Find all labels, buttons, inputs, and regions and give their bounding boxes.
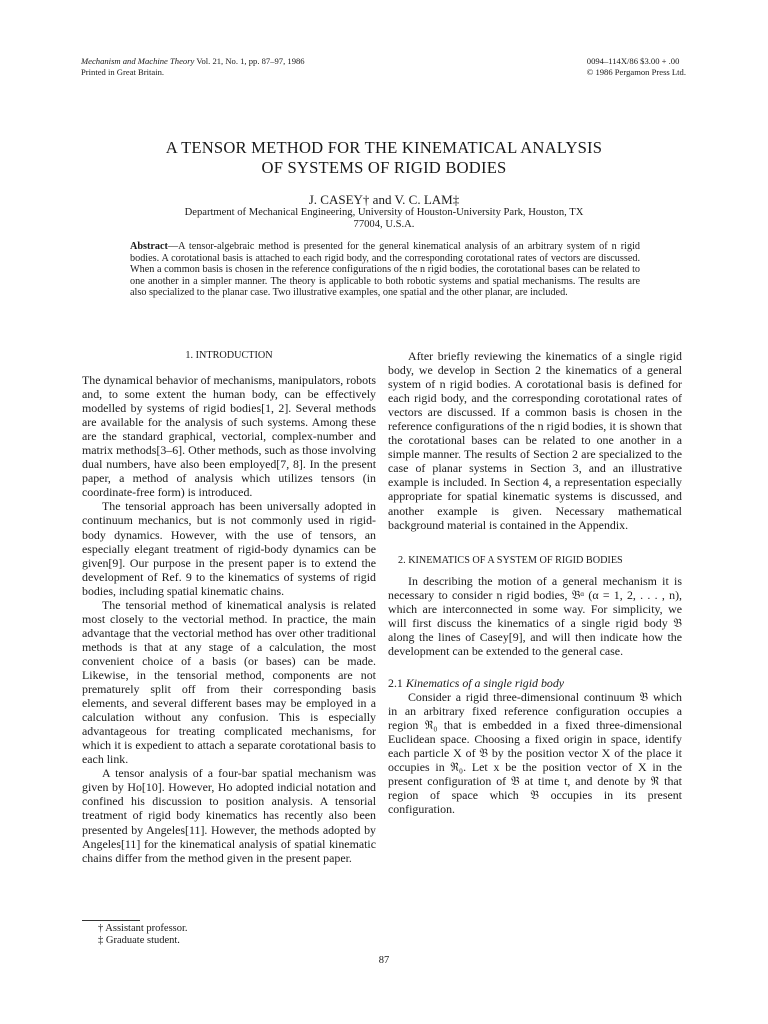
copyright: © 1986 Pergamon Press Ltd. (586, 66, 686, 77)
intro-paragraph-1: The dynamical behavior of mechanisms, manipulators, robots and, to some extent the human body, can be effectively modelled by systems of rigid bodies[1, 2]. Several methods are available for the analysis of such systems. Among these are the standard graphical, vectorial, complex-number and matrix methods[3–6]. Other methods, such as those involving dual numbers, have also been employed[7, 8]. In the present paper, a method of analysis which utilizes tensors (in coordinate-free form) is introduced. (82, 373, 376, 500)
affiliation-line-1: Department of Mechanical Engineering, University of Houston-University Park, Houston, TX (184, 207, 584, 218)
footnote-2: ‡ Graduate student. (98, 935, 180, 946)
intro-paragraph-2: The tensorial approach has been universally adopted in continuum mechanics, but is not commonly used in rigid-body dynamics. However, with the use of tensors, an especially elegant treatment of rigid-body dynamics can be given[9]. Our purpose in the present paper is to extend the development of Ref. 9 to the kinematics of systems of rigid bodies, including spatial kinematic chains. (82, 499, 376, 598)
right-column (388, 349, 682, 816)
journal-name: Mechanism and Machine Theory (81, 56, 195, 66)
subsection-title: Kinematics of a single rigid body (405, 675, 565, 690)
abstract-text: —A tensor-algebraic method is presented for the general kinematical analysis of an arbitrary system of n rigid bodies. A corotational basis is attached to each rigid body, and the corresponding corotational rates of vectors are discussed. When a common basis is chosen in the reference configurations of the n rigid bodies, the corotational bases can be related to one another in a simpler manner. The theory is applicable to both robotic systems and spatial mechanisms. The results are also specialized to the planar case. Two illustrative examples, one spatial and the other planar, are included. (130, 241, 640, 299)
subsection-number: 2.1 (388, 675, 403, 690)
publisher-header (587, 56, 686, 77)
intro-paragraph-4: A tensor analysis of a four-bar spatial mechanism was given by Ho[10]. However, Ho adopted indicial notation and confined his discussion to position analysis. A tensorial treatment of rigid body kinematics has recently also been presented by Angeles[11]. However, the methods adopted by Angeles[11] for the kinematical analysis of spatial kinematic chains differ from the method given in the present paper. (82, 766, 376, 865)
section-2-paragraph-1: In describing the motion of a general mechanism it is necessary to consider n rigid bodies, 𝔅ᵅ (α = 1, 2, . . . , n), which are interconnected in some way. For simplicity, we will first discuss the kinematics of a single rigid body 𝔅 along the lines of Casey[9], and will then indicate how the development can be extended to the general case. (388, 573, 682, 658)
section-1-heading: 1. INTRODUCTION (185, 350, 273, 361)
intro-paragraph-3: The tensorial method of kinematical analysis is related most closely to the vectorial method. In practice, the main advantage that the vectorial method has over other traditional methods is that at any stage of a calculation, the most convenient choice of a basis (or bases) can be made. Likewise, in the tensorial method, components are not prematurely split off from their corresponding basis elements, and several different bases may be employed in a calculation without any confusion. This is especially advantageous for treating complicated mechanisms, for which it is expedient to attach a separate corotational basis to each link. (82, 597, 376, 767)
paper-title (0, 138, 768, 178)
intro-paragraph-5: After briefly reviewing the kinematics of a single rigid body, we develop in Section 2 the kinematics of a general system of n rigid bodies. A corotational basis is defined for each rigid body, and the corresponding corotational rates of vectors are discussed. If a common basis is chosen in the reference configurations of the n rigid bodies, it is shown that the corotational bases can be related to one another in a simple manner. The results of Section 2 are specialized to the case of planar systems in Section 3, and an illustrative example is included. In Section 4, a representation especially appropriate for spatial kinematic systems is discussed, and another example is given. Necessary mathematical background material is contained in the Appendix. (388, 349, 682, 532)
page-number: 87 (378, 955, 390, 966)
left-column (82, 349, 376, 865)
footnote-rule (82, 920, 140, 921)
subsection-2-1-paragraph-1: Consider a rigid three-dimensional continuum 𝔅 which in an arbitrary fixed reference configuration occupies a region ℜ₀ that is embedded in a fixed three-dimensional Euclidean space. Choosing a fixed origin in space, identify each particle X of 𝔅 by the position vector X of the place it occupies in ℜ₀. Let x be the position vector of X in the present configuration of 𝔅 at time t, and denote by ℜ that region of space which 𝔅 occupies in its present configuration. (388, 689, 682, 817)
journal-header (81, 56, 305, 77)
subsection-2-1-heading (388, 676, 682, 690)
affiliation-line-2: 77004, U.S.A. (353, 219, 415, 230)
title-line-1: A TENSOR METHOD FOR THE KINEMATICAL ANALYSIS (165, 138, 603, 157)
footnote-1: † Assistant professor. (98, 923, 188, 934)
issn-code: 0094–114X/86 $3.00 + .00 (586, 56, 680, 66)
section-2-heading: 2. KINEMATICS OF A SYSTEM OF RIGID BODIES (398, 554, 623, 566)
title-line-2: OF SYSTEMS OF RIGID BODIES (261, 158, 507, 177)
journal-volume: Vol. 21, No. 1, pp. 87–97, 1986 (194, 56, 305, 66)
affiliation (130, 207, 638, 231)
printed-note: Printed in Great Britain. (81, 66, 165, 77)
authors: J. CASEY† and V. C. LAM‡ (308, 192, 460, 207)
abstract (130, 241, 640, 299)
abstract-label: Abstract (130, 241, 168, 252)
